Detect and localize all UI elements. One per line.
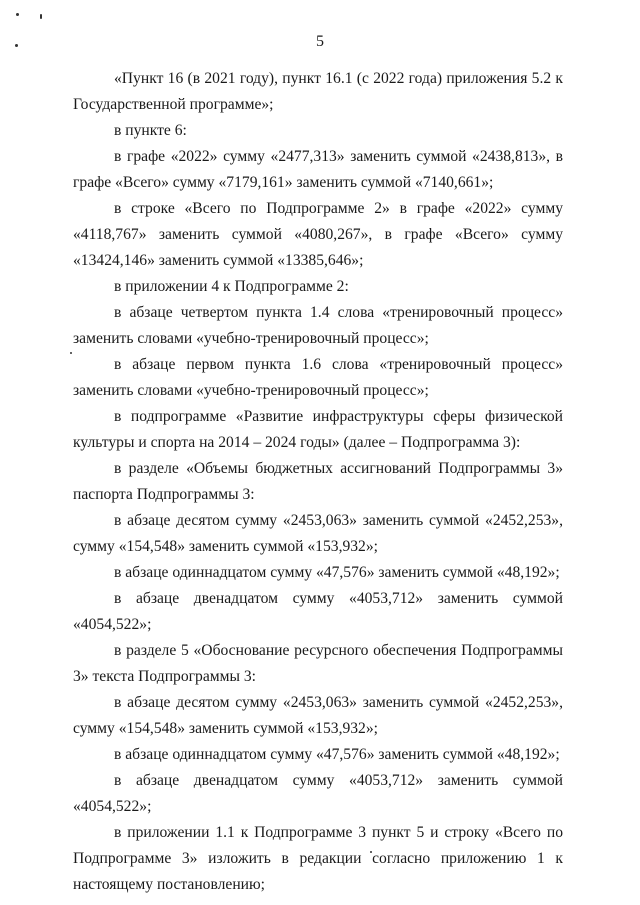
paragraph: в абзаце четвертом пункта 1.4 слова «тренировочный процесс» заменить словами «учебно-тренировочный процесс»; [73,304,563,347]
scan-speck [16,13,19,16]
page-number: 5 [316,33,324,50]
paragraph: в графе «2022» сумму «2477,313» заменить суммой «2438,813», в графе «Всего» сумму «7179,161» заменить суммой «7140,661»; [73,148,563,191]
scan-speck [40,14,42,19]
paragraph: в приложении 4 к Подпрограмме 2: [114,278,349,295]
paragraph: в подпрограмме «Развитие инфраструктуры сферы физической культуры и спорта на 2014 – 2024 годы» (далее – Подпрограмма 3): [73,408,563,451]
paragraph: в строке «Всего по Подпрограмме 2» в графе «2022» сумму «4118,767» заменить суммой «4080,267», в графе «Всего» сумму «13424,146» заменить суммой «13385,646»; [73,200,563,269]
paragraph: в абзаце одиннадцатом сумму «47,576» заменить суммой «48,192»; [114,746,560,763]
paragraph: в абзаце одиннадцатом сумму «47,576» заменить суммой «48,192»; [114,564,560,581]
paragraph: в абзаце первом пункта 1.6 слова «тренировочный процесс» заменить словами «учебно-тренировочный процесс»; [73,356,563,399]
paragraph: в абзаце двенадцатом сумму «4053,712» заменить суммой «4054,522»; [73,772,563,815]
paragraph: в пункте 6: [114,122,187,139]
paragraph: в абзаце десятом сумму «2453,063» заменить суммой «2452,253», сумму «154,548» заменить суммой «153,932»; [73,512,563,555]
paragraph: в абзаце десятом сумму «2453,063» заменить суммой «2452,253», сумму «154,548» заменить суммой «153,932»; [73,694,563,737]
paragraph: в приложении 1.1 к Подпрограмме 3 пункт 5 и строку «Всего по Подпрограмме 3» изложить в редакции согласно приложению 1 к настоящему постановлению; [73,824,563,893]
paragraph: в разделе 5 «Обоснование ресурсного обеспечения Подпрограммы 3» текста Подпрограммы 3: [73,642,563,685]
paragraph: «Пункт 16 (в 2021 году), пункт 16.1 (с 2022 года) приложения 5.2 к Государственной программе»; [73,70,563,113]
paragraph: в разделе «Объемы бюджетных ассигнований Подпрограммы 3» паспорта Подпрограммы 3: [73,460,563,503]
paragraph: в абзаце двенадцатом сумму «4053,712» заменить суммой «4054,522»; [73,590,563,633]
scan-speck [70,352,72,354]
document-body [73,66,563,898]
